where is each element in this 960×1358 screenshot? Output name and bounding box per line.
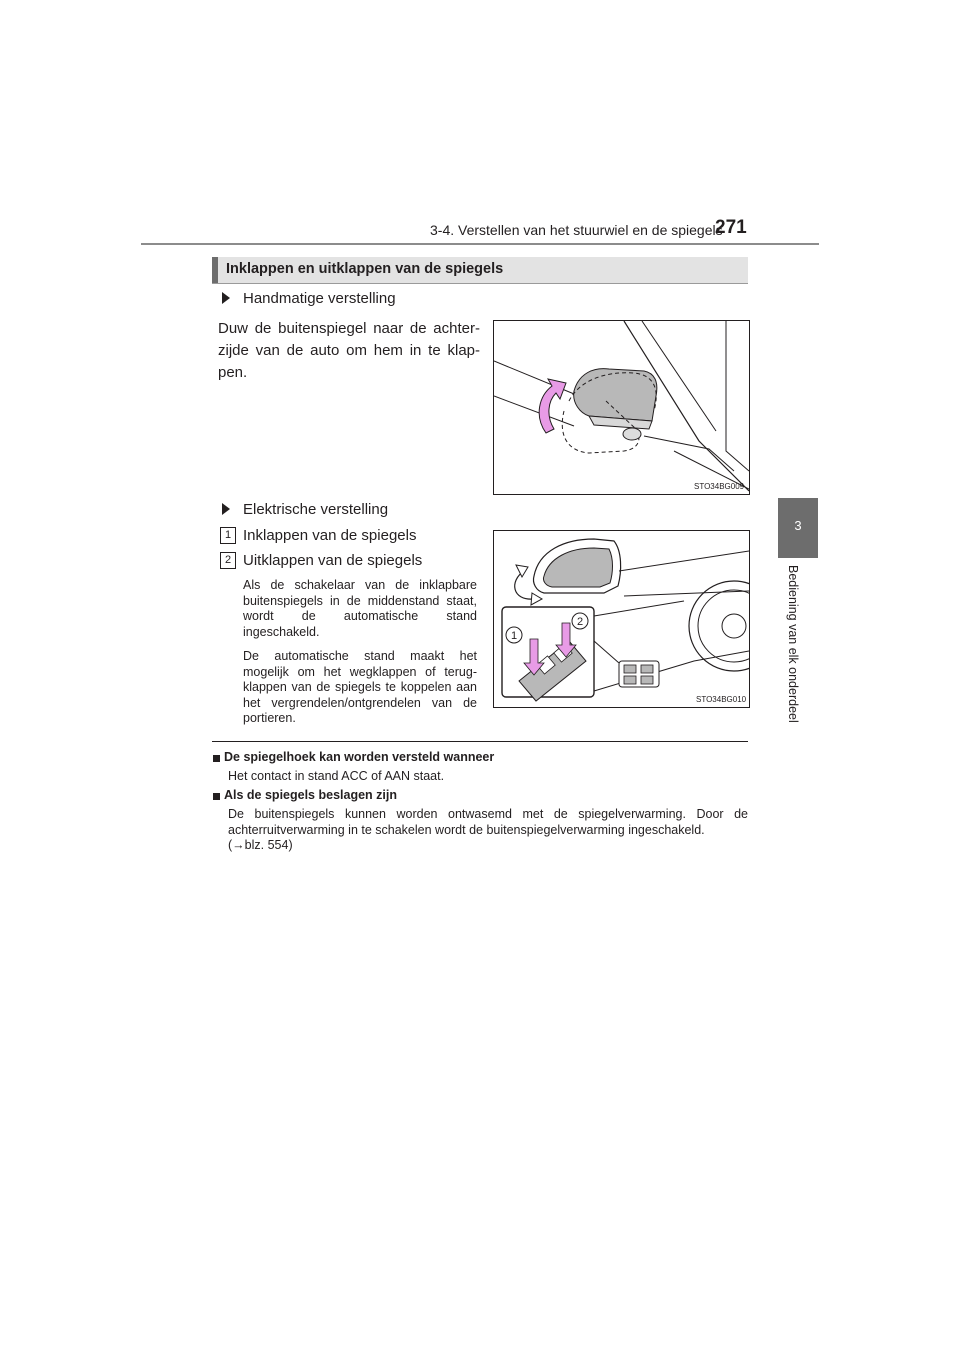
figure-code: STO34BG009 — [694, 482, 745, 491]
header-rule — [141, 243, 819, 245]
electric-heading: Elektrische verstelling — [243, 501, 389, 518]
manual-instruction: Duw de buitenspiegel naar de achter-zijde van de auto om hem in te klap-pen. — [218, 320, 480, 381]
step-text-unfold: Uitklappen van de spiegels — [243, 552, 423, 569]
square-bullet-icon — [213, 793, 220, 800]
chapter-heading: 3-4. Verstellen van het stuurwiel en de spiegels — [430, 222, 723, 238]
info-text-fogged: De buitenspiegels kunnen worden ontwasemd met de spiegelverwarming. Door de achterruitverwarming in te schakelen wordt de buitenspiegelverwarming ingeschakeld. — [228, 807, 748, 837]
chapter-tab-label: Bediening van elk onderdeel — [786, 565, 800, 723]
figure-callout-2: 2 — [576, 616, 584, 628]
chapter-tab — [778, 498, 818, 558]
page-number: 271 — [715, 217, 747, 238]
figure-electric-switch — [493, 530, 750, 708]
triangle-bullet-icon — [222, 503, 230, 515]
chapter-tab-number: 3 — [794, 518, 802, 533]
figure-manual-fold — [493, 320, 750, 495]
info-text-angle: Het contact in stand ACC of AAN staat. — [228, 769, 445, 783]
note-automatic-mode: Als de schakelaar van de inklapbare buitenspiegels in de middenstand staat, wordt de automatische stand ingeschakeld. — [243, 578, 477, 639]
figure-code: STO34BG010 — [696, 695, 747, 704]
section-title: Inklappen en uitklappen van de spiegels — [226, 261, 504, 277]
triangle-bullet-icon — [222, 292, 230, 304]
electric-notes — [243, 578, 477, 736]
section-bar-marker — [212, 257, 218, 283]
step-number-1: 1 — [220, 527, 236, 544]
manual-heading: Handmatige verstelling — [243, 290, 396, 307]
step-number-2: 2 — [220, 552, 236, 569]
page-reference: (→blz. 554) — [228, 838, 293, 852]
mirror-fold-illustration — [494, 321, 749, 494]
note-auto-linking: De automatische stand maakt het mogelijk om het wegklappen of terug-klappen van de spiegels te koppelen aan het vergrendelen/ontgrendelen van de portieren. — [243, 649, 477, 725]
section-title-bar — [212, 257, 748, 284]
mirror-switch-illustration — [494, 531, 749, 707]
step-text-fold: Inklappen van de spiegels — [243, 527, 417, 544]
info-heading-angle: De spiegelhoek kan worden versteld wanneer — [224, 750, 495, 764]
info-heading-fogged: Als de spiegels beslagen zijn — [224, 788, 397, 802]
section-divider — [212, 741, 748, 742]
figure-callout-1: 1 — [510, 630, 518, 642]
square-bullet-icon — [213, 755, 220, 762]
